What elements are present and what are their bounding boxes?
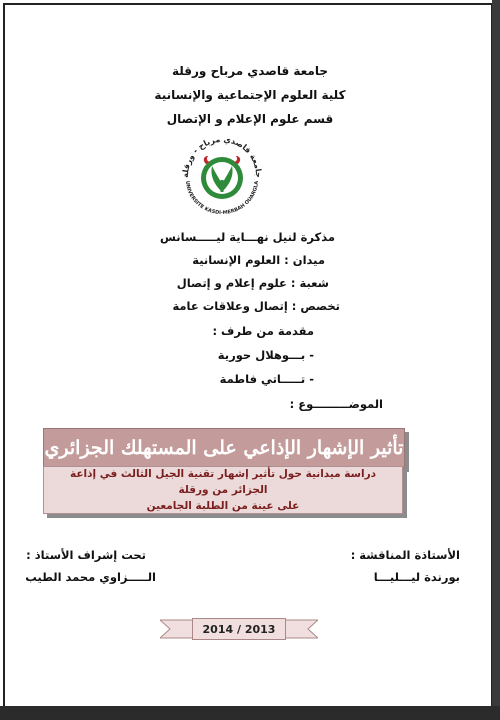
department-name: قسم علوم الإعلام و الإتصال bbox=[166, 112, 334, 126]
bottom-edge-strip bbox=[0, 706, 500, 720]
logo-arc-text-top: جامعة قاصدي مرباح - ورقلة bbox=[180, 134, 264, 178]
university-name: جامعة قاصدي مرباح ورقلة bbox=[171, 64, 328, 78]
subtitle-line-2: على عينة من الطلبة الجامعين bbox=[146, 500, 300, 512]
subtitle-line-1: دراسة ميدانية حول تأثير إشهار تقنية الجيل الثالث في إذاعة الجزائر من ورقلة bbox=[69, 468, 377, 496]
thesis-title-banner bbox=[43, 428, 405, 468]
field-line: ميدان : العلوم الإنسانية bbox=[192, 253, 325, 267]
student-name-2: - تـــــاتي فاطمة bbox=[219, 372, 314, 386]
thesis-title: تأثير الإشهار الإذاعي على المستهلك الجزائري bbox=[44, 437, 404, 459]
thesis-subtitle-box bbox=[43, 466, 403, 514]
student-name-1: - بـــوهلال حورية bbox=[217, 348, 314, 362]
examiner-label: الأستاذة المناقشة : bbox=[350, 548, 460, 562]
specialty-line: تخصص : إتصال وعلاقات عامة bbox=[172, 299, 340, 313]
logo-arc-text-bottom: UNIVERSITE KASDI-MERBAH OUARGLA bbox=[183, 180, 261, 214]
right-edge-strip bbox=[492, 0, 500, 720]
year-box bbox=[192, 618, 286, 640]
supervisor-name: الـــــزاوي محمد الطيب bbox=[25, 570, 156, 584]
topic-label: الموضـــــــــوع : bbox=[289, 397, 383, 411]
academic-year-ribbon bbox=[160, 618, 318, 640]
presented-by-line: مقدمة من طرف : bbox=[212, 324, 314, 338]
memo-line: مذكرة لنيل نهـــاية ليـــــسانس bbox=[160, 230, 335, 244]
academic-year: 2014 / 2013 bbox=[202, 622, 276, 636]
examiner-name: بورندة ليـــليـــا bbox=[373, 570, 460, 584]
supervisor-label: تحت إشراف الأستاذ : bbox=[26, 548, 146, 562]
university-logo bbox=[176, 134, 268, 214]
faculty-name: كلية العلوم الإجتماعية والإنسانية bbox=[154, 88, 346, 102]
branch-line: شعبة : علوم إعلام و إتصال bbox=[176, 276, 329, 290]
